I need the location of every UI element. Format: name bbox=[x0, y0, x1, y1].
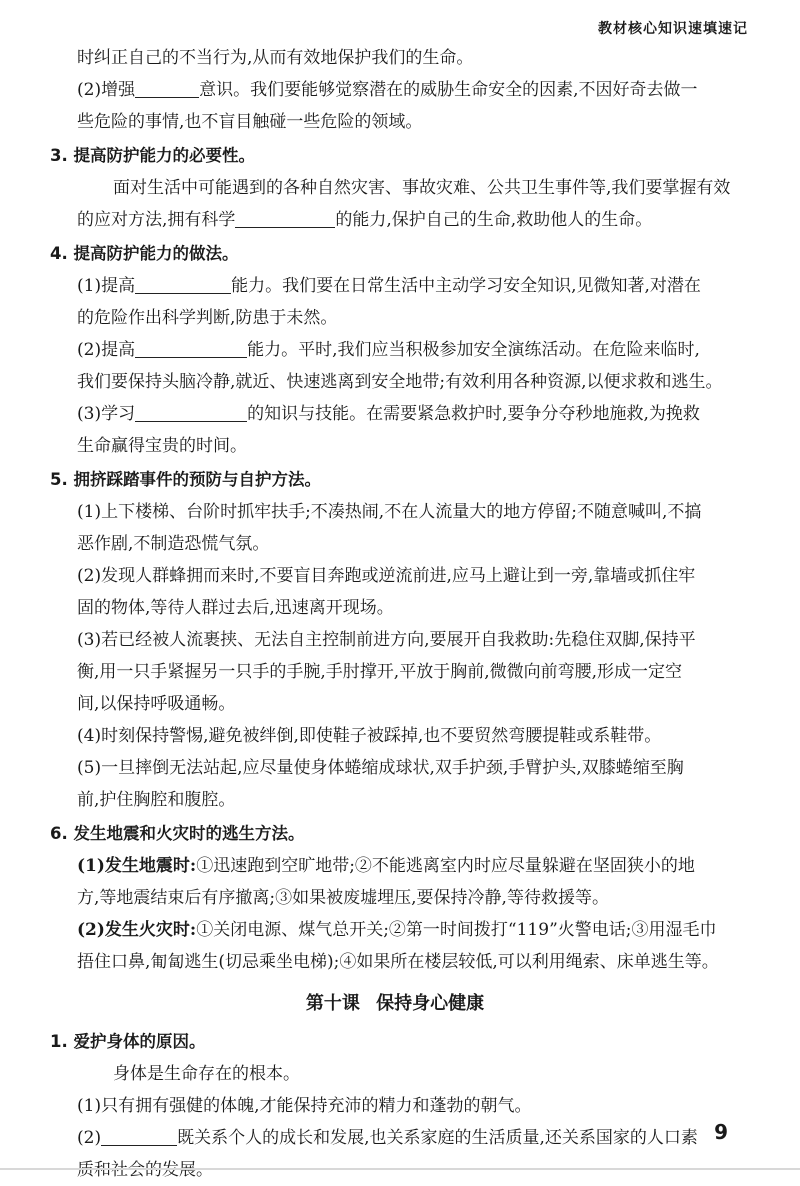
fill-blank[interactable] bbox=[135, 79, 199, 98]
text-line: (2)增强 意识。我们要能够觉察潜在的威胁生命安全的因素,不因好奇去做一 bbox=[77, 80, 698, 100]
text-line: 捂住口鼻,匍匐逃生(切忌乘坐电梯);④如果所在楼层较低,可以利用绳索、床单逃生等。 bbox=[77, 952, 719, 972]
text-line: 我们要保持头脑冷静,就近、快速逃离到安全地带;有效利用各种资源,以便求救和逃生。 bbox=[77, 372, 723, 392]
text-line: (2) 既关系个人的成长和发展,也关系家庭的生活质量,还关系国家的人口素 bbox=[77, 1128, 698, 1148]
page-number: 9 bbox=[714, 1120, 728, 1144]
text-line: 间,以保持呼吸通畅。 bbox=[77, 694, 236, 714]
text-line: (1)提高 能力。我们要在日常生活中主动学习安全知识,见微知著,对潜在 bbox=[77, 276, 701, 296]
page-body bbox=[50, 42, 740, 1186]
fill-blank[interactable] bbox=[135, 403, 247, 422]
lesson-title: 第十课 保持身心健康 bbox=[305, 993, 485, 1014]
text-line: (5)一旦摔倒无法站起,应尽量使身体蜷缩成球状,双手护颈,手臂护头,双膝蜷缩至胸 bbox=[77, 758, 684, 778]
text-line: (3)若已经被人流裹挟、无法自主控制前进方向,要展开自我救助:先稳住双脚,保持平 bbox=[77, 630, 696, 650]
text-line: 方,等地震结束后有序撤离;③如果被废墟埋压,要保持冷静,等待救援等。 bbox=[77, 888, 609, 908]
text-line: 前,护住胸腔和腹腔。 bbox=[77, 790, 236, 810]
text-line: (4)时刻保持警惕,避免被绊倒,即使鞋子被踩掉,也不要贸然弯腰提鞋或系鞋带。 bbox=[77, 726, 662, 746]
section-heading: 1. 爱护身体的原因。 bbox=[50, 1032, 206, 1051]
text-line: 质和社会的发展。 bbox=[77, 1160, 213, 1180]
text-line: 恶作剧,不制造恐慌气氛。 bbox=[77, 534, 270, 554]
text-line: (1)只有拥有强健的体魄,才能保持充沛的精力和蓬勃的朝气。 bbox=[77, 1096, 532, 1116]
fill-blank[interactable] bbox=[235, 209, 335, 228]
text-line: 的应对方法,拥有科学 的能力,保护自己的生命,救助他人的生命。 bbox=[77, 210, 653, 230]
text-line: (2)发生火灾时:①关闭电源、煤气总开关;②第一时间拨打“119”火警电话;③用湿毛巾 bbox=[77, 920, 717, 940]
text-line: 固的物体,等待人群过去后,迅速离开现场。 bbox=[77, 598, 394, 618]
text-line: (1)发生地震时:①迅速跑到空旷地带;②不能逃离室内时应尽量躲避在坚固狭小的地 bbox=[77, 856, 695, 876]
section-heading: 5. 拥挤踩踏事件的预防与自护方法。 bbox=[50, 470, 321, 489]
text-line: 面对生活中可能遇到的各种自然灾害、事故灾难、公共卫生事件等,我们要掌握有效 bbox=[113, 178, 731, 198]
footer-divider bbox=[0, 1168, 800, 1170]
section-heading: 3. 提高防护能力的必要性。 bbox=[50, 146, 255, 165]
text-line: (2)发现人群蜂拥而来时,不要盲目奔跑或逆流前进,应马上避让到一旁,靠墙或抓住牢 bbox=[77, 566, 696, 586]
text-line: (3)学习 的知识与技能。在需要紧急救护时,要争分夺秒地施救,为挽救 bbox=[77, 404, 700, 424]
section-heading: 4. 提高防护能力的做法。 bbox=[50, 244, 239, 263]
text-line: 些危险的事情,也不盲目触碰一些危险的领域。 bbox=[77, 112, 423, 132]
text-line: 的危险作出科学判断,防患于未然。 bbox=[77, 308, 338, 328]
text-line: (1)上下楼梯、台阶时抓牢扶手;不凑热闹,不在人流量大的地方停留;不随意喊叫,不搞 bbox=[77, 502, 702, 522]
text-line: 时纠正自己的不当行为,从而有效地保护我们的生命。 bbox=[77, 48, 474, 68]
text-line: (2)提高 能力。平时,我们应当积极参加安全演练活动。在危险来临时, bbox=[77, 340, 700, 360]
text-line: 衡,用一只手紧握另一只手的手腕,手肘撑开,平放于胸前,微微向前弯腰,形成一定空 bbox=[77, 662, 683, 682]
fill-blank[interactable] bbox=[135, 275, 231, 294]
section-heading: 6. 发生地震和火灾时的逃生方法。 bbox=[50, 824, 305, 843]
text-line: 身体是生命存在的根本。 bbox=[113, 1064, 300, 1084]
fill-blank[interactable] bbox=[135, 339, 247, 358]
text-line: 生命赢得宝贵的时间。 bbox=[77, 436, 247, 456]
running-header: 教材核心知识速填速记 bbox=[598, 21, 748, 37]
fill-blank[interactable] bbox=[101, 1127, 177, 1146]
